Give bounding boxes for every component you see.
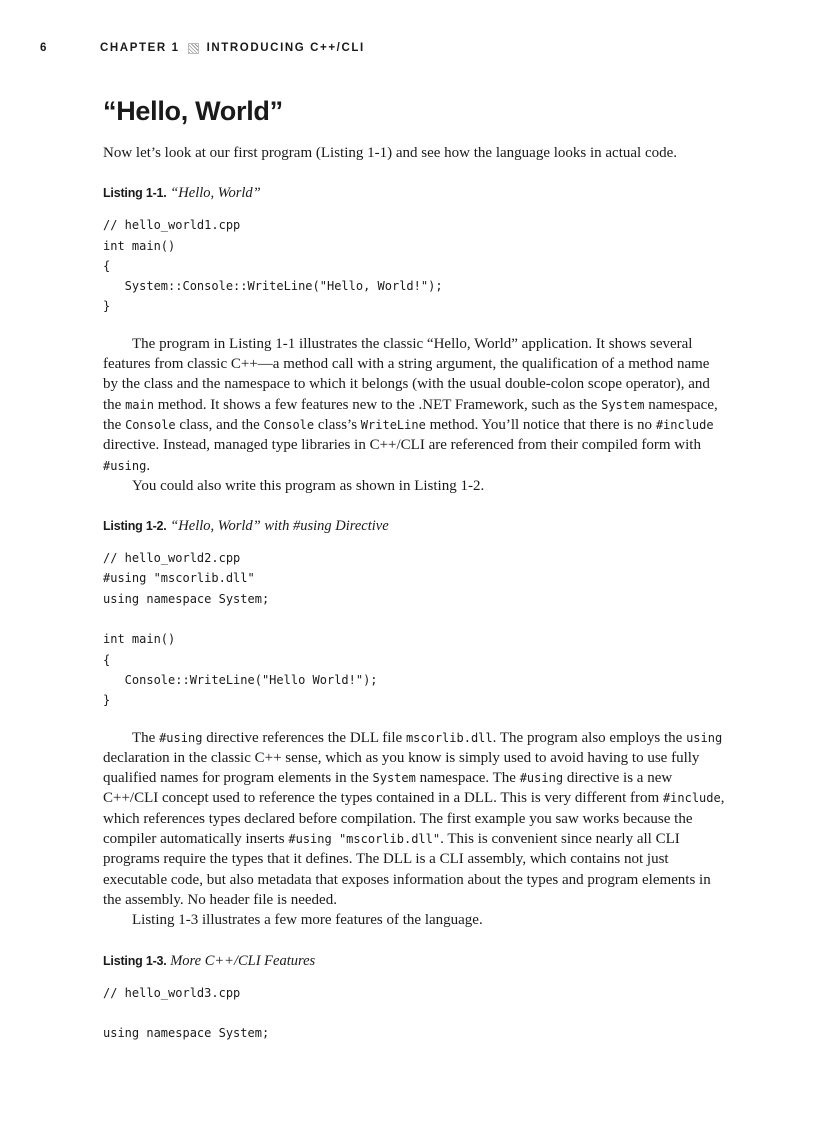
text-run: method. You’ll notice that there is no <box>425 416 656 433</box>
inline-code: #using <box>159 730 203 745</box>
body-paragraph: Listing 1-3 illustrates a few more features of the language. <box>132 912 483 929</box>
listing-title: “Hello, World” with #using Directive <box>170 518 389 535</box>
body-paragraph <box>103 728 728 911</box>
listing-label: Listing 1-1. <box>103 186 167 201</box>
listing-title: “Hello, World” <box>170 185 261 202</box>
text-run: namespace. The <box>415 770 520 787</box>
inline-code: #using "mscorlib.dll" <box>288 832 441 847</box>
page-number: 6 <box>40 42 48 54</box>
inline-code: System <box>372 771 416 786</box>
listing-caption <box>103 518 728 535</box>
inline-code: Console <box>125 417 176 432</box>
inline-code: System <box>601 397 645 412</box>
listing-label: Listing 1-3. <box>103 953 167 968</box>
inline-code: #using <box>103 458 147 473</box>
chapter-separator-icon <box>188 43 199 54</box>
section-title: “Hello, World” <box>103 96 283 126</box>
text-run: class, and the <box>175 416 264 433</box>
page-body <box>103 96 728 1060</box>
inline-code: using <box>686 730 723 745</box>
code-listing: // hello_world2.cpp #using "mscorlib.dll" using namespace System; int main() { Console::WriteLine("Hello World!"); } <box>103 551 378 708</box>
text-run: directive. Instead, managed type libraries in C++/CLI are referenced from their compiled form with <box>103 437 701 454</box>
intro-paragraph: Now let’s look at our first program (Listing 1-1) and see how the language looks in actual code. <box>103 145 678 161</box>
inline-code: #include <box>662 791 721 806</box>
inline-code: #include <box>655 417 714 432</box>
body-paragraph: You could also write this program as shown in Listing 1-2. <box>132 477 485 494</box>
listing-title: More C++/CLI Features <box>170 952 316 969</box>
inline-code: mscorlib.dll <box>405 730 493 745</box>
text-run: . This is convenient since nearly all CLI programs require the types that it defines. The DLL is a CLI assembly, which contains not just executable code, but also metadata that exposes information about the types and program elements in the assembly. No header file is needed. <box>103 831 711 908</box>
text-run: directive references the DLL file <box>202 729 406 746</box>
listing-caption <box>103 185 728 202</box>
inline-code: WriteLine <box>360 417 426 432</box>
text-run: The program in Listing 1-1 illustrates the classic “Hello, World” application. It shows several features from classic C++—a method call with a string argument, the qualification of a method name by the class and the namespace to which it belongs (with the usual double-colon scope operator), and the <box>103 335 710 413</box>
body-paragraph <box>103 334 728 476</box>
text-run: , which references types declared before compilation. The first example you saw works because the compiler automatically inserts <box>103 790 725 848</box>
text-run: . <box>146 457 151 474</box>
text-run: declaration in the classic C++ sense, which as you know is simply used to avoid having to use fully qualified names for program elements in the <box>103 749 700 787</box>
code-listing: // hello_world1.cpp int main() { System::Console::WriteLine("Hello, World!"); } <box>103 218 443 314</box>
chapter-label: CHAPTER 1 <box>100 42 180 54</box>
text-run: class’s <box>314 416 361 433</box>
code-listing: // hello_world3.cpp using namespace System; <box>103 985 270 1041</box>
inline-code: #using <box>519 771 564 786</box>
chapter-title: INTRODUCING C++/CLI <box>206 42 365 54</box>
text-run: . The program also employs the <box>492 729 687 746</box>
text-run: The <box>132 729 160 746</box>
text-run: namespace, the <box>103 396 718 433</box>
inline-code: main <box>125 397 154 412</box>
listing-caption <box>103 953 728 970</box>
listing-label: Listing 1-2. <box>103 519 167 534</box>
text-run: method. It shows a few features new to the .NET Framework, such as the <box>153 396 602 413</box>
running-head <box>40 42 760 54</box>
inline-code: Console <box>263 417 315 432</box>
text-run: directive is a new C++/CLI concept used to reference the types contained in a DLL. This is very different from <box>103 770 673 807</box>
